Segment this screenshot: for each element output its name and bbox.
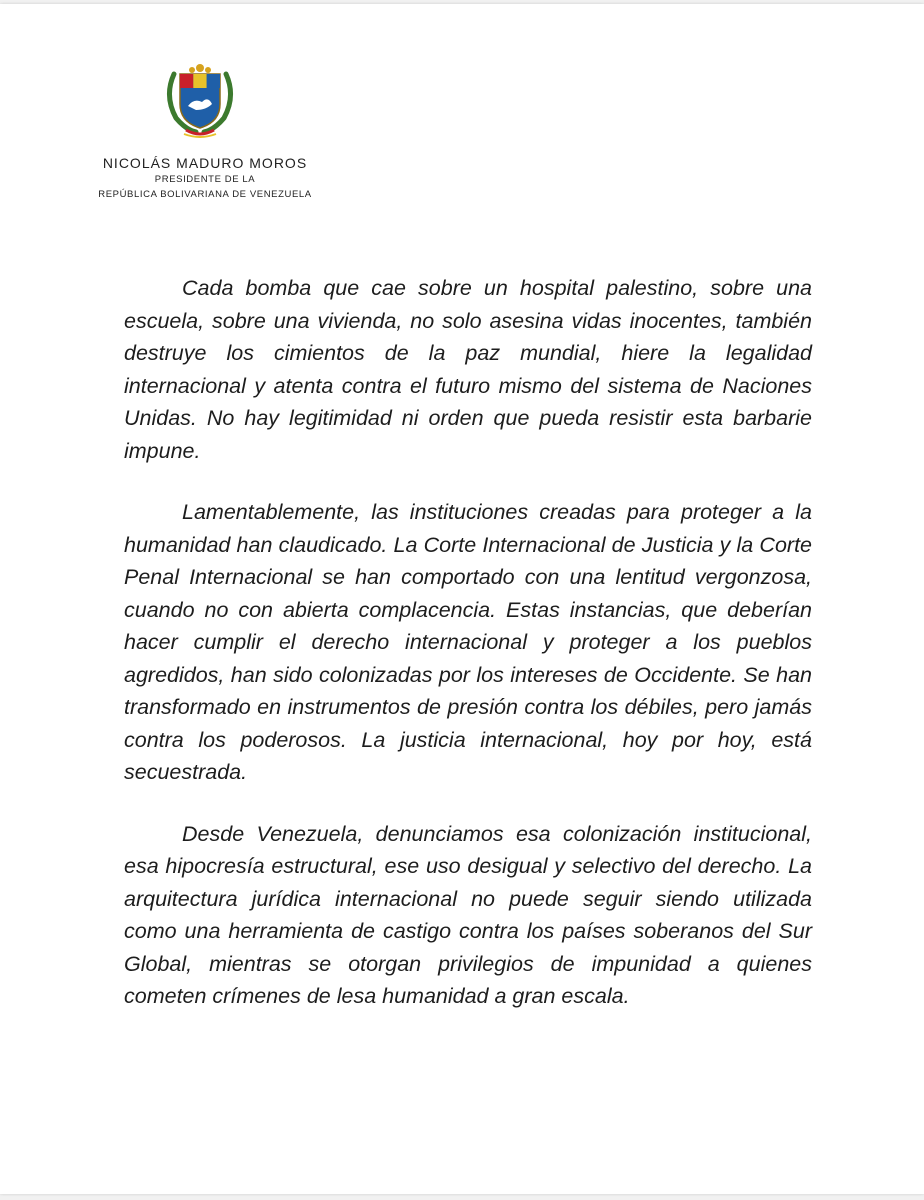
- president-title-line-2: REPÚBLICA BOLIVARIANA DE VENEZUELA: [98, 189, 312, 200]
- letter-body: [124, 272, 812, 1042]
- venezuela-coat-of-arms-icon: [160, 60, 240, 140]
- letterhead: [80, 154, 330, 202]
- president-title-line-1: PRESIDENTE DE LA: [154, 174, 256, 185]
- president-name: NICOLÁS MADURO MOROS: [102, 155, 308, 171]
- paragraph: Desde Venezuela, denunciamos esa colonización institucional, esa hipocresía estructural, ese uso desigual y selectivo del derecho. La arquitectura jurídica internacional no puede seguir siendo utilizada como una herramienta de castigo contra los países soberanos del Sur Global, mientras se otorgan privilegios de impunidad a quienes cometen crímenes de lesa humanidad a gran escala.: [124, 821, 812, 1008]
- paragraph: Cada bomba que cae sobre un hospital palestino, sobre una escuela, sobre una vivienda, no solo asesina vidas inocentes, también destruye los cimientos de la paz mundial, hiere la legalidad internacional y atenta contra el futuro mismo del sistema de Naciones Unidas. No hay legitimidad ni orden que pueda resistir esta barbarie impune.: [124, 276, 812, 463]
- paragraph: Lamentablemente, las instituciones creadas para proteger a la humanidad han claudicado. La Corte Internacional de Justicia y la Corte Penal Internacional se han comportado con una lentitud vergonzosa, cuando no con abierta complacencia. Estas instancias, que deberían hacer cumplir el derecho internacional y proteger a los pueblos agredidos, han sido colonizadas por los intereses de Occidente. Se han transformado en instrumentos de presión contra los débiles, pero jamás contra los poderosos. La justicia internacional, hoy por hoy, está secuestrada.: [124, 500, 812, 784]
- document-page: [0, 4, 924, 1194]
